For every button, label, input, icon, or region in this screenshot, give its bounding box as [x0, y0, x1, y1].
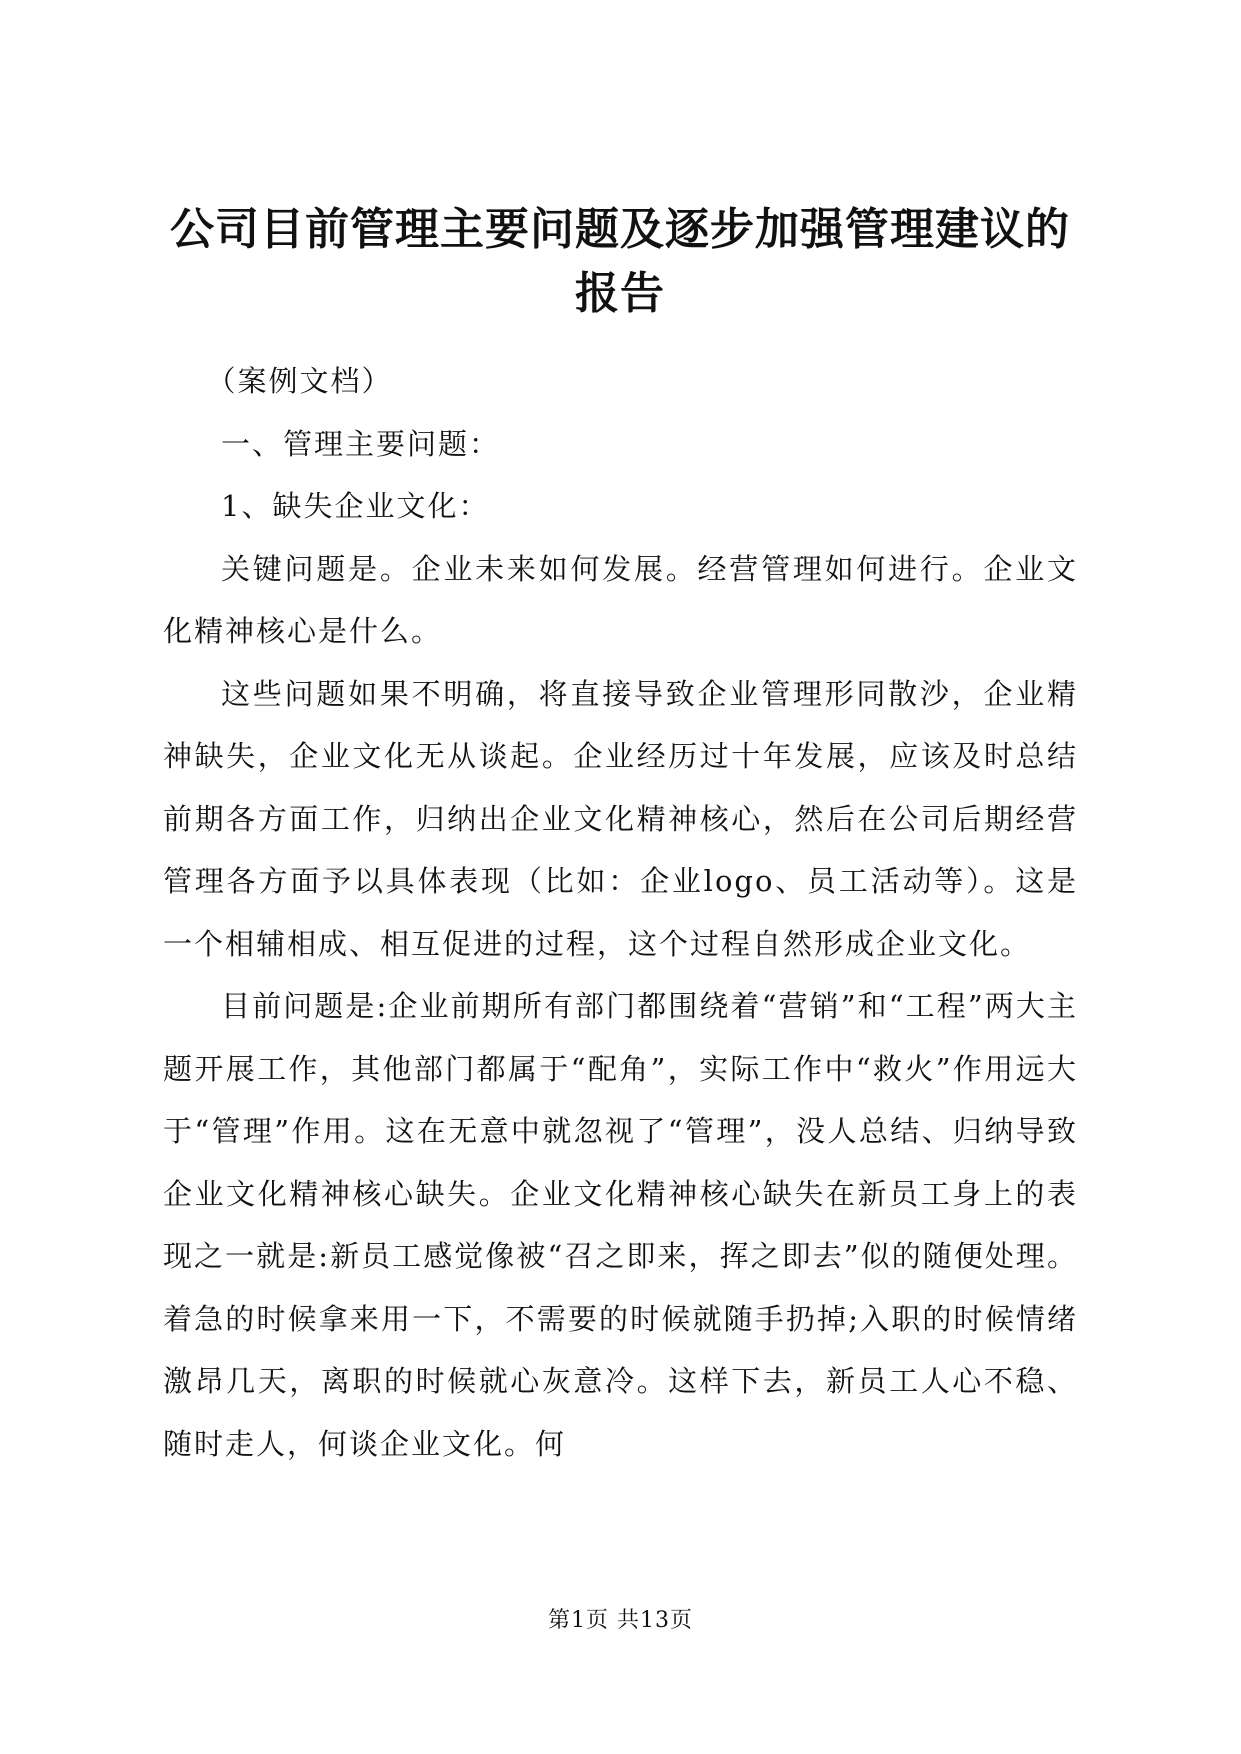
document-subtitle: （案例文档）: [206, 364, 393, 398]
section-heading: 一、管理主要问题：: [221, 426, 501, 461]
body-paragraph: 关键问题是。企业未来如何发展。经营管理如何进行。企业文化精神核心是什么。: [163, 551, 1078, 648]
body-paragraph: 目前问题是:企业前期所有部门都围绕着“营销”和“工程”两大主题开展工作，其他部门都属于“配角”，实际工作中“救火”作用远大于“管理”作用。这在无意中就忽视了“管理”，没人总结、归纳导致企业文化精神核心缺失。企业文化精神核心缺失在新员工身上的表现之一就是:新员工感觉像被“召之即来，挥之即去”似的随便处理。着急的时候拿来用一下，不需要的时候就随手扔掉;入职的时候情绪激昂几天，离职的时候就心灰意冷。这样下去，新员工人心不稳、随时走人，何谈企业文化。何: [163, 989, 1078, 1461]
document-title: 公司目前管理主要问题及逐步加强管理建议的报告: [170, 204, 1070, 319]
page-number-footer: 第1页 共13页: [548, 1608, 693, 1633]
body-paragraph: 这些问题如果不明确，将直接导致企业管理形同散沙，企业精神缺失，企业文化无从谈起。企业经历过十年发展，应该及时总结前期各方面工作，归纳出企业文化精神核心，然后在公司后期经营管理各方面予以具体表现（比如：企业logo、员工活动等）。这是一个相辅相成、相互促进的过程，这个过程自然形成企业文化。: [163, 676, 1078, 961]
document-body: [163, 350, 1078, 1475]
subsection-heading: 1、缺失企业文化：: [221, 489, 490, 523]
